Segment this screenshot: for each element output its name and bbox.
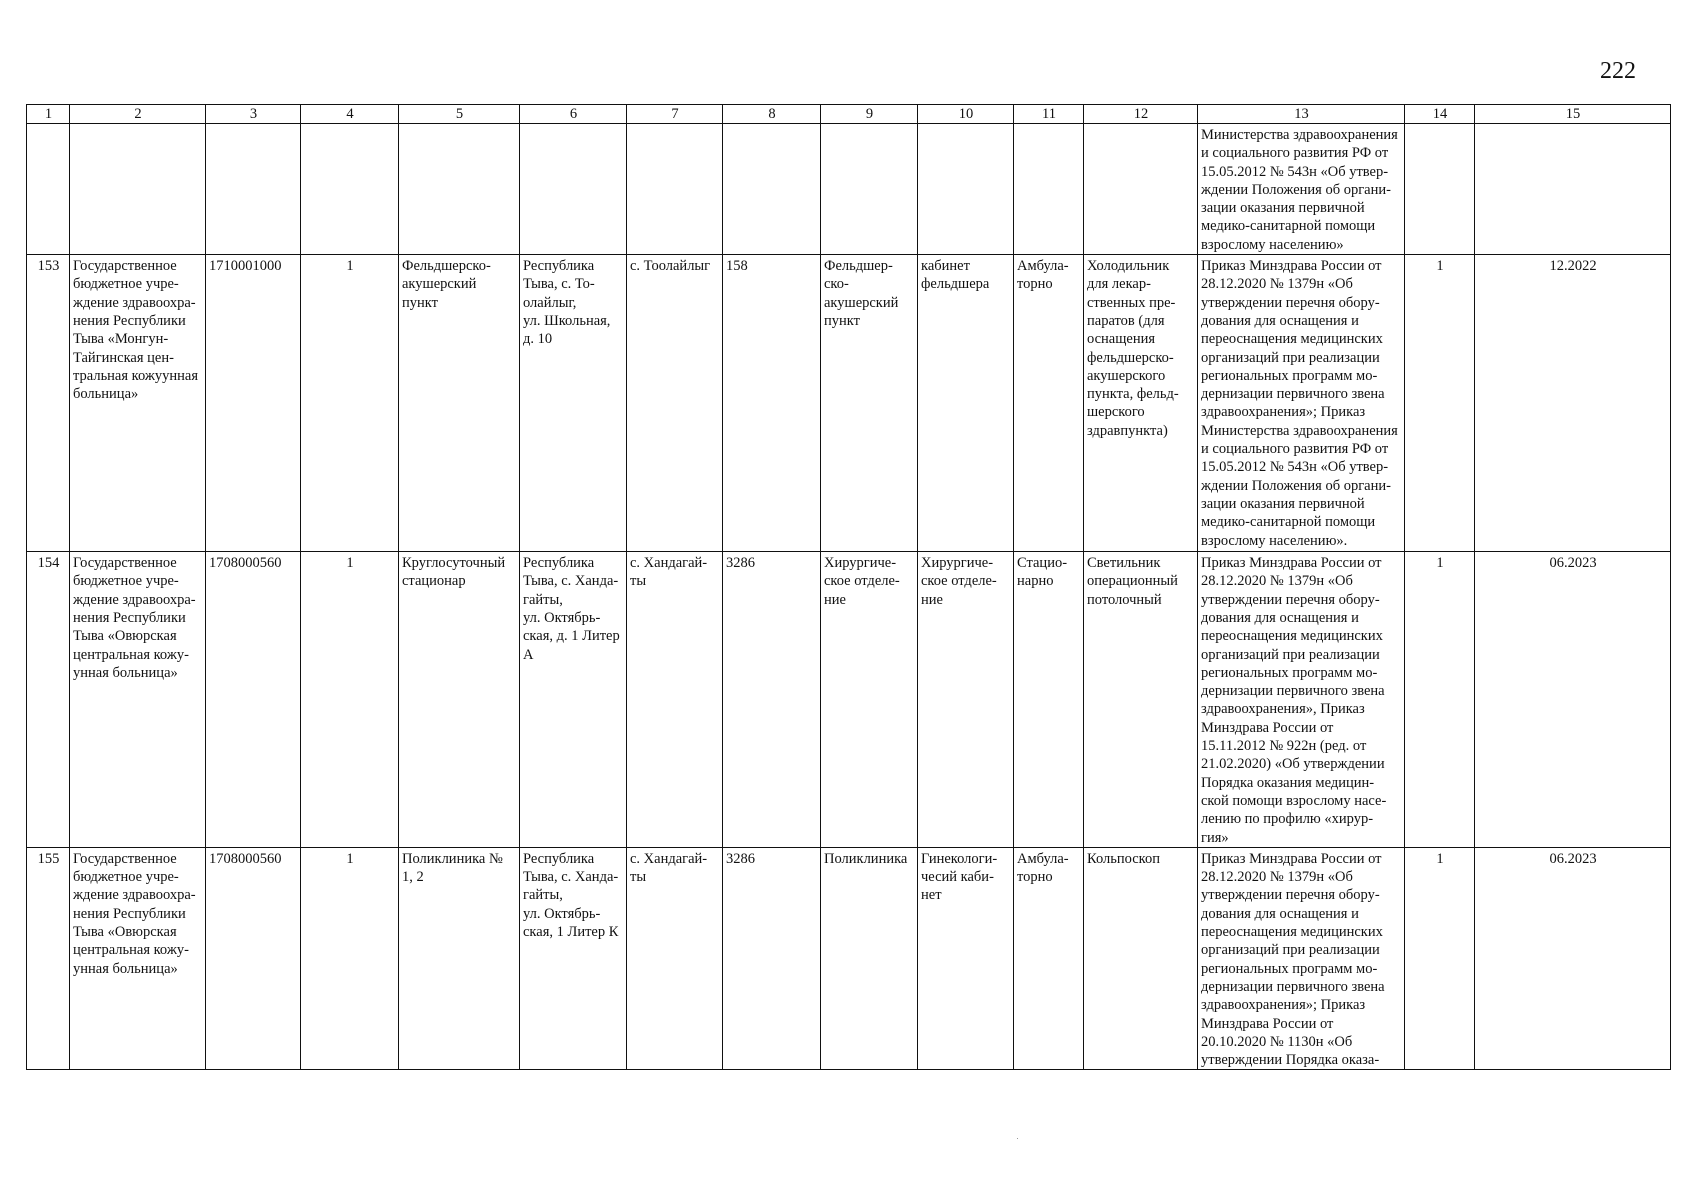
population-cell: 3286 <box>723 552 821 848</box>
header-cell: 7 <box>627 105 723 124</box>
address-cell: Республика Тыва, с. Ханда- гайты, ул. Октябрь- ская, 1 Литер К <box>520 847 627 1070</box>
header-cell: 6 <box>520 105 627 124</box>
header-cell: 10 <box>918 105 1014 124</box>
quantity-cell: 1 <box>1405 847 1475 1070</box>
row-number-cell <box>27 124 70 255</box>
equipment-cell <box>1084 124 1198 255</box>
row-number-cell: 155 <box>27 847 70 1070</box>
settlement-cell: с. Тоолайлыг <box>627 255 723 552</box>
row-number-cell: 153 <box>27 255 70 552</box>
subdivision-cell <box>399 124 520 255</box>
count-cell: 1 <box>301 847 399 1070</box>
room-cell: Хирургиче- ское отделе- ние <box>918 552 1014 848</box>
count-cell: 1 <box>301 255 399 552</box>
room-cell: Гинекологи- чесий каби- нет <box>918 847 1014 1070</box>
subdivision-cell: Круглосуточный стационар <box>399 552 520 848</box>
date-cell <box>1475 124 1671 255</box>
table-row <box>27 552 1671 848</box>
header-cell: 1 <box>27 105 70 124</box>
legal-basis-cell: Приказ Минздрава России от 28.12.2020 № 1379н «Об утверждении перечня обору- дования для оснащения и переоснащения медицинских организаций при реализации региональных программ мо- дернизации первичного звена здравоохранения»; Приказ Минздрава России от 20.10.2020 № 1130н «Об утверждении Порядка оказа- <box>1198 847 1405 1070</box>
legal-basis-cell: Приказ Минздрава России от 28.12.2020 № 1379н «Об утверждении перечня обору- дования для оснащения и переоснащения медицинских организаций при реализации региональных программ мо- дернизации первичного звена здравоохранения»; Приказ Министерства здравоохранения и социального развития РФ от 15.05.2012 № 543н «Об утвер- ждении Положения об органи- зации оказания первичной медико-санитарной помощи взрослому населению». <box>1198 255 1405 552</box>
code-cell <box>206 124 301 255</box>
table-row <box>27 124 1671 255</box>
header-cell: 11 <box>1014 105 1084 124</box>
date-cell: 06.2023 <box>1475 552 1671 848</box>
care-conditions-cell <box>1014 124 1084 255</box>
settlement-cell: с. Хандагай- ты <box>627 847 723 1070</box>
care-conditions-cell: Стацио- нарно <box>1014 552 1084 848</box>
equipment-cell: Кольпоскоп <box>1084 847 1198 1070</box>
row-number-cell: 154 <box>27 552 70 848</box>
subdivision-cell: Поликлиника № 1, 2 <box>399 847 520 1070</box>
population-cell: 3286 <box>723 847 821 1070</box>
address-cell: Республика Тыва, с. То- олайлыг, ул. Школьная, д. 10 <box>520 255 627 552</box>
table-row <box>27 847 1671 1070</box>
organization-cell: Государственное бюджетное учре- ждение здравоохра- нения Республики Тыва «Монгун- Тайгинская цен- тральная кожуунная больница» <box>70 255 206 552</box>
unit-cell: Фельдшер- ско- акушерский пункт <box>821 255 918 552</box>
address-cell: Республика Тыва, с. Ханда- гайты, ул. Октябрь- ская, д. 1 Литер А <box>520 552 627 848</box>
header-cell: 4 <box>301 105 399 124</box>
equipment-cell: Холодильник для лекар- ственных пре- паратов (для оснащения фельдшерско- акушерского пункта, фельд- шерского здравпункта) <box>1084 255 1198 552</box>
table-row <box>27 255 1671 552</box>
code-cell: 1708000560 <box>206 847 301 1070</box>
scan-speck <box>1017 1138 1018 1139</box>
population-cell <box>723 124 821 255</box>
header-cell: 3 <box>206 105 301 124</box>
unit-cell: Хирургиче- ское отделе- ние <box>821 552 918 848</box>
header-cell: 5 <box>399 105 520 124</box>
quantity-cell <box>1405 124 1475 255</box>
legal-basis-cell: Приказ Минздрава России от 28.12.2020 № 1379н «Об утверждении перечня обору- дования для оснащения и переоснащения медицинских организаций при реализации региональных программ мо- дернизации первичного звена здравоохранения», Приказ Минздрава России от 15.11.2012 № 922н (ред. от 21.02.2020) «Об утверждении Порядка оказания медицин- ской помощи взрослому насе- лению по профилю «хирур- гия» <box>1198 552 1405 848</box>
header-cell: 14 <box>1405 105 1475 124</box>
quantity-cell: 1 <box>1405 552 1475 848</box>
organization-cell: Государственное бюджетное учре- ждение здравоохра- нения Республики Тыва «Овюрская центральная кожу- унная больница» <box>70 847 206 1070</box>
code-cell: 1710001000 <box>206 255 301 552</box>
table-header-row <box>27 105 1671 124</box>
header-cell: 13 <box>1198 105 1405 124</box>
quantity-cell: 1 <box>1405 255 1475 552</box>
settlement-cell <box>627 124 723 255</box>
legal-basis-cell: Министерства здравоохранения и социального развития РФ от 15.05.2012 № 543н «Об утвер- ждении Положения об органи- зации оказания первичной медико-санитарной помощи взрослому населению» <box>1198 124 1405 255</box>
count-cell <box>301 124 399 255</box>
population-cell: 158 <box>723 255 821 552</box>
header-cell: 12 <box>1084 105 1198 124</box>
care-conditions-cell: Амбула- торно <box>1014 255 1084 552</box>
unit-cell <box>821 124 918 255</box>
unit-cell: Поликлиника <box>821 847 918 1070</box>
address-cell <box>520 124 627 255</box>
header-cell: 2 <box>70 105 206 124</box>
room-cell <box>918 124 1014 255</box>
organization-cell <box>70 124 206 255</box>
header-cell: 9 <box>821 105 918 124</box>
page-number: 222 <box>1600 58 1636 84</box>
date-cell: 06.2023 <box>1475 847 1671 1070</box>
count-cell: 1 <box>301 552 399 848</box>
date-cell: 12.2022 <box>1475 255 1671 552</box>
subdivision-cell: Фельдшерско- акушерский пункт <box>399 255 520 552</box>
code-cell: 1708000560 <box>206 552 301 848</box>
equipment-table <box>26 104 1671 1070</box>
header-cell: 15 <box>1475 105 1671 124</box>
header-cell: 8 <box>723 105 821 124</box>
settlement-cell: с. Хандагай- ты <box>627 552 723 848</box>
organization-cell: Государственное бюджетное учре- ждение здравоохра- нения Республики Тыва «Овюрская центральная кожу- унная больница» <box>70 552 206 848</box>
equipment-cell: Светильник операционный потолочный <box>1084 552 1198 848</box>
care-conditions-cell: Амбула- торно <box>1014 847 1084 1070</box>
room-cell: кабинет фельдшера <box>918 255 1014 552</box>
